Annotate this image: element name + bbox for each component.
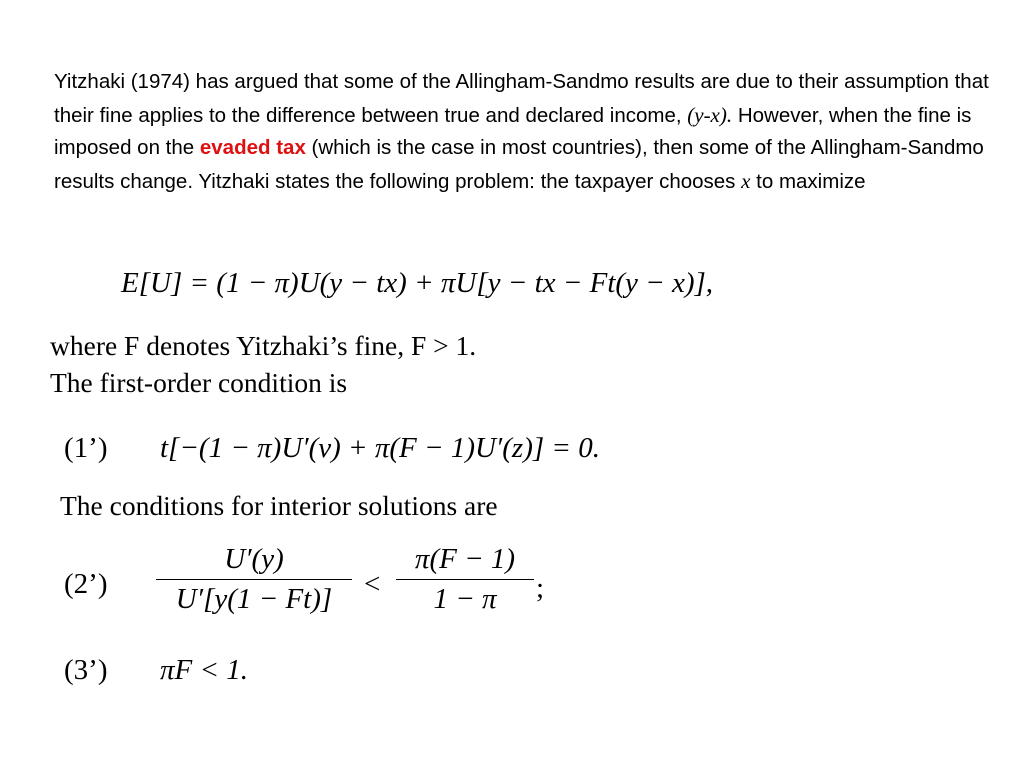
eq2-lhs-fraction bbox=[156, 543, 352, 616]
eq1-expression: t[−(1 − π)U′(v) + π(F − 1)U′(z)] = 0. bbox=[160, 432, 600, 464]
where-line: where F denotes Yitzhaki’s fine, F > 1. bbox=[50, 330, 477, 361]
after-highlight-text: (which is the case in most countries), then some of the Allingham-Sandmo results change. Yitzhaki states the following problem: the taxpayer chooses bbox=[54, 136, 984, 193]
eq2-rhs-fraction bbox=[396, 543, 534, 616]
eq2-rhs-numerator: π(F − 1) bbox=[414, 543, 516, 575]
eq2-lhs-bar bbox=[156, 579, 352, 580]
intro-text: Yitzhaki (1974) has argued that some of the Allingham-Sandmo results are due to their assumption that their fine applies to the difference between true and declared income, bbox=[54, 70, 989, 127]
eq2-terminator: ; bbox=[536, 572, 545, 604]
eq2-rhs-denominator: 1 − π bbox=[433, 583, 497, 615]
choice-variable: x bbox=[741, 168, 751, 193]
foc-intro: The first-order condition is bbox=[50, 367, 348, 398]
end-text: to maximize bbox=[750, 169, 866, 193]
intro-paragraph bbox=[54, 66, 989, 198]
difference-expression: (y-x). bbox=[687, 102, 733, 127]
middle-text: However, when the fine is imposed on the bbox=[54, 103, 972, 160]
eq2-operator: < bbox=[364, 568, 381, 600]
eq2-rhs-bar bbox=[396, 579, 534, 580]
eq2-lhs-denominator: U′[y(1 − Ft)] bbox=[175, 583, 333, 615]
interior-intro: The conditions for interior solutions are bbox=[60, 490, 498, 521]
eq3-label: (3’) bbox=[64, 654, 108, 686]
objective-equation: E[U] = (1 − π)U(y − tx) + πU[y − tx − Ft(y − x)], bbox=[121, 267, 714, 299]
evaded-tax-highlight: evaded tax bbox=[199, 136, 306, 160]
eq1-label: (1’) bbox=[64, 432, 108, 464]
eq2-lhs-numerator: U′(y) bbox=[224, 543, 284, 575]
eq2-label: (2’) bbox=[64, 568, 108, 600]
eq3-expression: πF < 1. bbox=[160, 654, 249, 686]
